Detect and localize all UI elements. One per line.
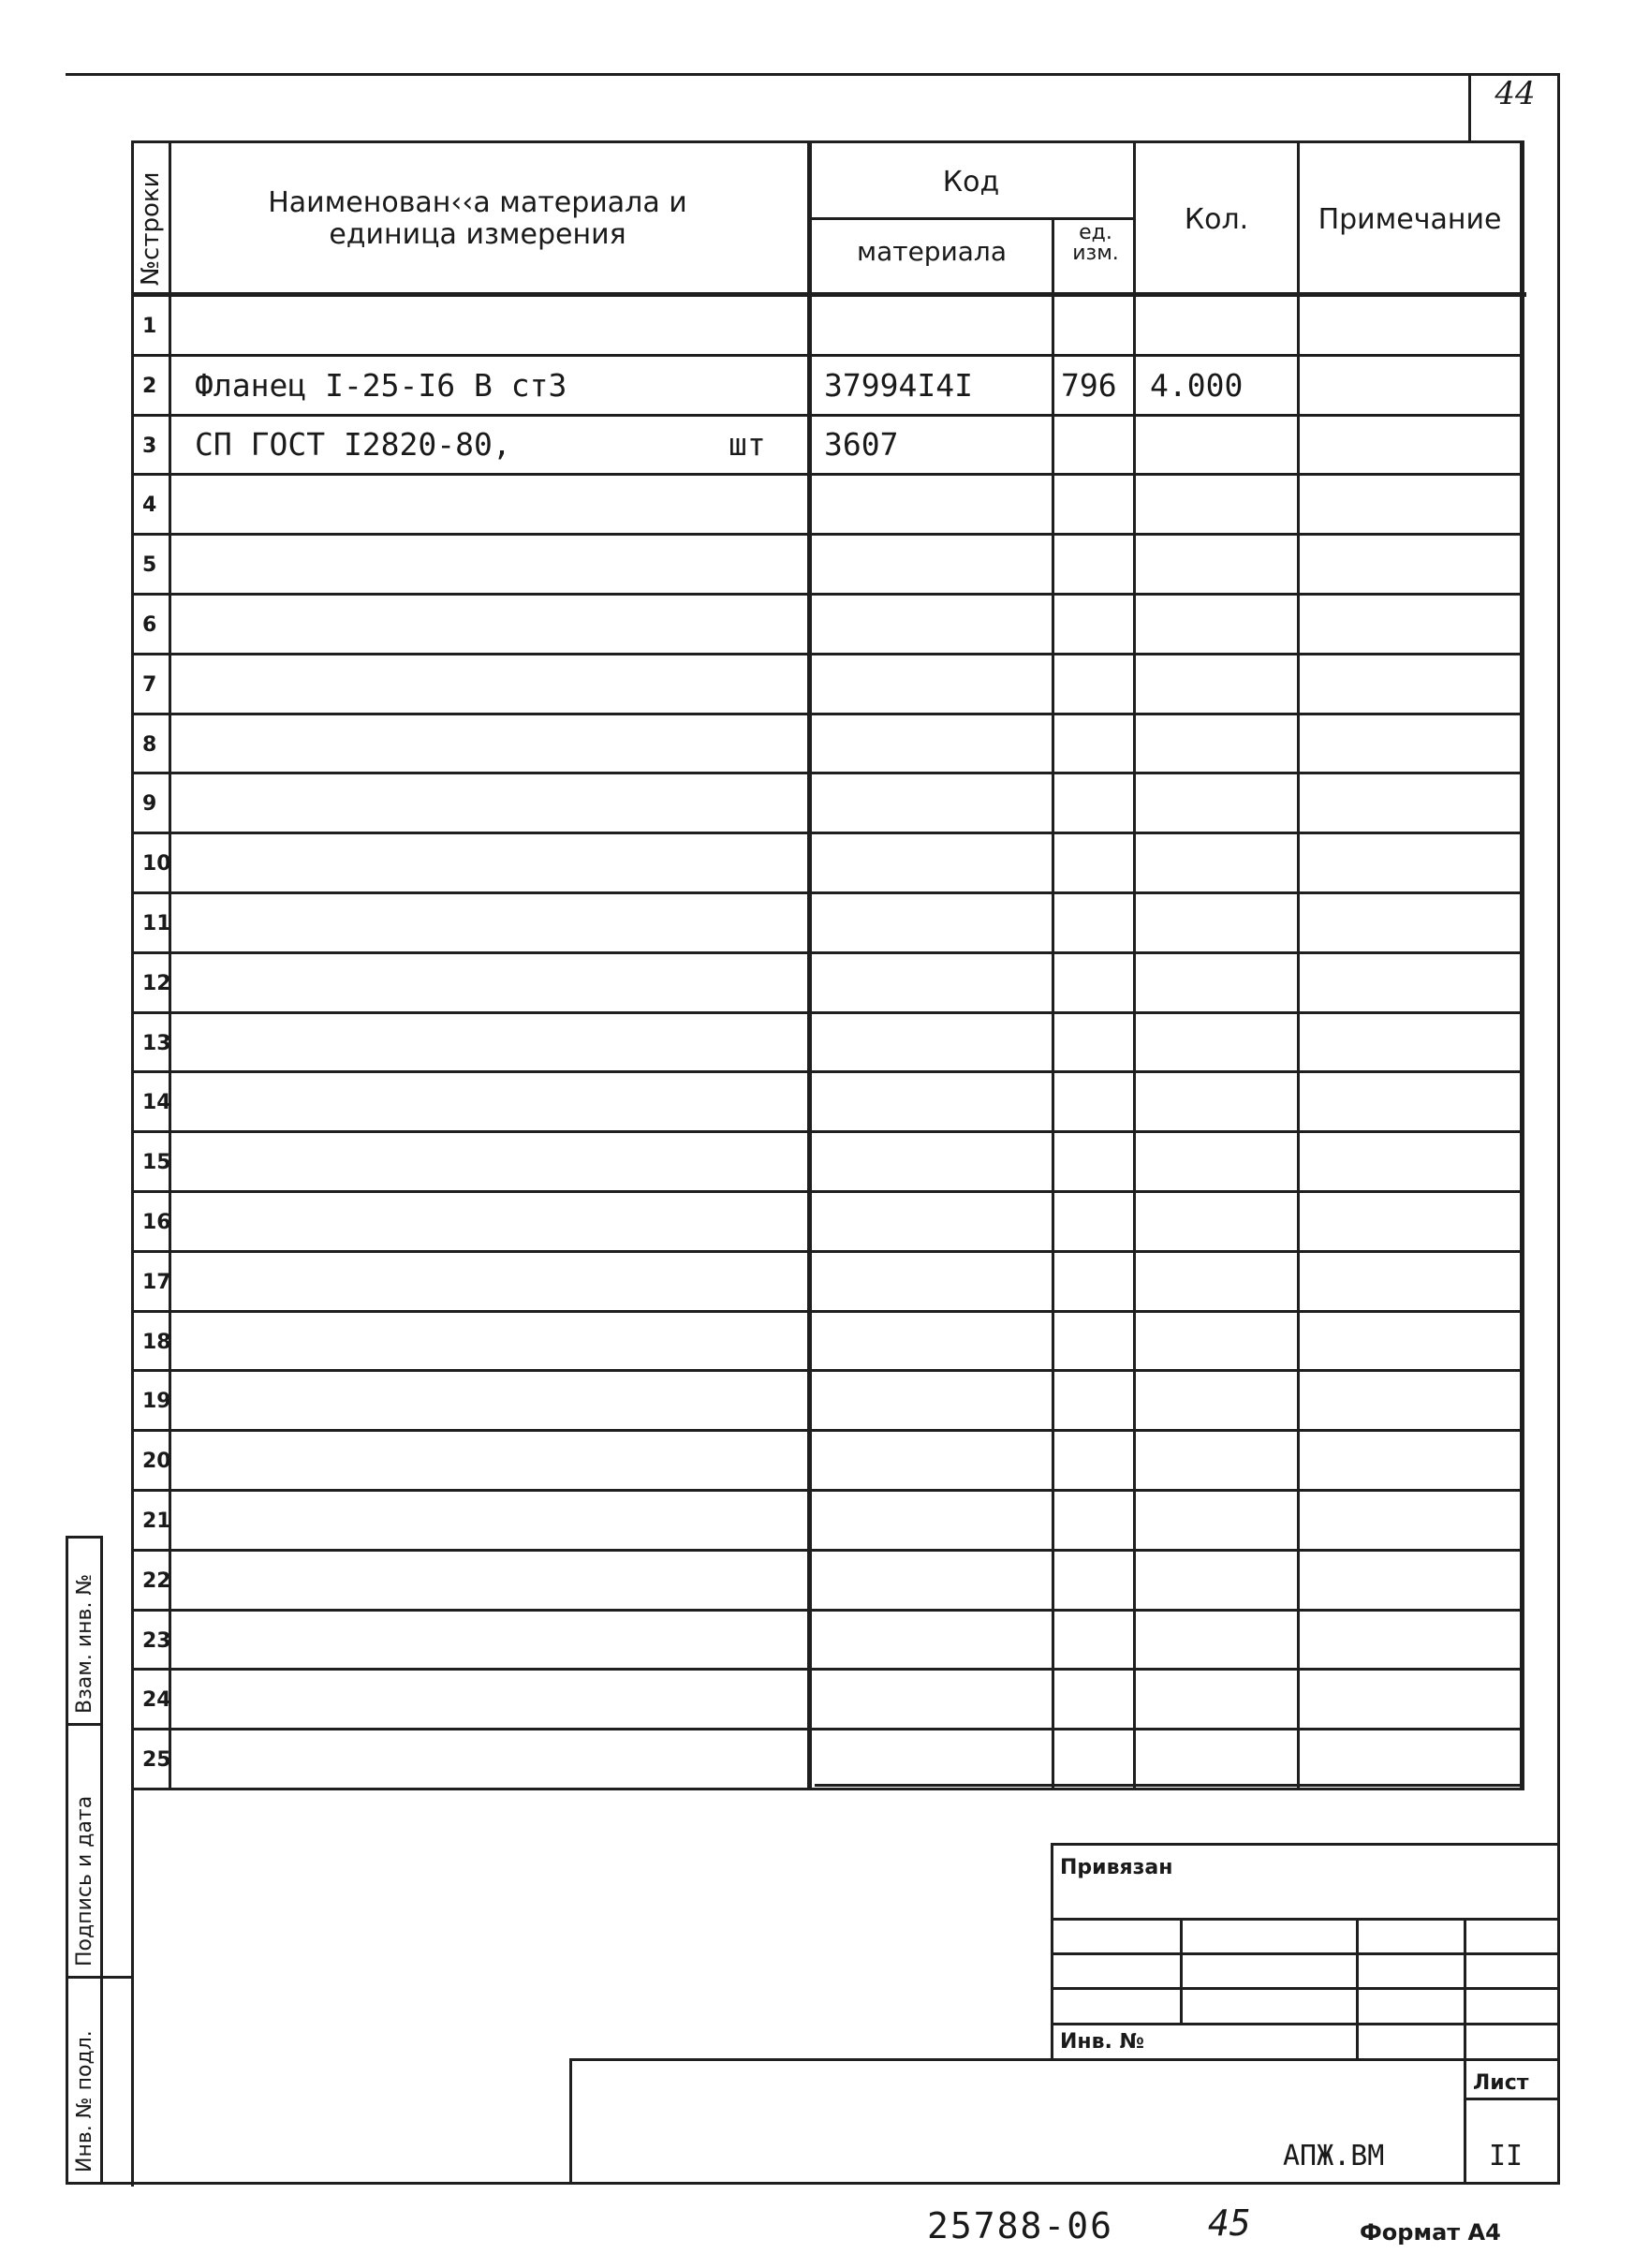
row-line xyxy=(131,653,1524,655)
row-line xyxy=(131,951,1524,954)
row-line xyxy=(131,1250,1524,1253)
document-number: 25788-06 xyxy=(927,2205,1114,2246)
side-label-inv-original: Инв. № подл. xyxy=(73,2030,96,2172)
col-sep-rownum xyxy=(169,140,171,1789)
row-number: 17 xyxy=(142,1271,171,1294)
row-line xyxy=(131,1310,1524,1313)
row-number: 6 xyxy=(142,613,157,637)
row-number: 1 xyxy=(142,315,157,338)
sheet-label-line xyxy=(1464,2098,1559,2100)
row-number: 20 xyxy=(142,1450,171,1473)
col-sep-note xyxy=(1520,140,1524,1789)
header-quantity: Кол. xyxy=(1184,203,1249,236)
row-number: 24 xyxy=(142,1688,171,1712)
stamp-left xyxy=(1051,1843,1053,2058)
side-stamp-sep-1 xyxy=(66,1723,103,1726)
sheet-label: Лист xyxy=(1473,2071,1529,2095)
header-material-name: Наименован‹‹а материала и единица измерения xyxy=(268,186,687,251)
table-bottom-line xyxy=(815,1784,1522,1787)
row-line xyxy=(131,1429,1524,1432)
row-line xyxy=(131,1070,1524,1073)
row-line xyxy=(131,1130,1524,1133)
stamp-row-line-3 xyxy=(1051,1987,1559,1990)
header-row-number: №строки xyxy=(137,171,165,286)
header-unit: ед. изм. xyxy=(1072,221,1119,265)
row-number: 22 xyxy=(142,1569,171,1593)
side-stamp-right xyxy=(100,1536,103,2184)
row-line xyxy=(131,1788,1524,1790)
page-number: 44 xyxy=(1494,75,1536,112)
format-label: Формат А4 xyxy=(1360,2219,1501,2246)
header-material-code: материала xyxy=(856,236,1007,267)
row-number: 4 xyxy=(142,493,157,517)
row-number: 9 xyxy=(142,792,157,816)
code-subheader-line xyxy=(807,217,1135,220)
row-number: 2 xyxy=(142,375,157,398)
row-number: 3 xyxy=(142,434,157,458)
row-line xyxy=(131,891,1524,894)
header-code: Код xyxy=(942,166,1000,199)
row-number: 13 xyxy=(142,1032,171,1055)
stamp-row-line-2 xyxy=(1051,1952,1559,1955)
row-line xyxy=(131,1369,1524,1372)
row-2-material-code: 37994I4I xyxy=(824,367,973,404)
row-number: 19 xyxy=(142,1390,171,1413)
stamp-top xyxy=(1051,1843,1559,1846)
row-line xyxy=(131,414,1524,417)
row-line xyxy=(131,832,1524,834)
top-border xyxy=(66,73,1559,76)
row-line xyxy=(131,533,1524,536)
row-number: 5 xyxy=(142,553,157,577)
header-note: Примечание xyxy=(1318,203,1502,236)
row-line xyxy=(131,473,1524,476)
row-line xyxy=(131,1489,1524,1492)
row-number: 16 xyxy=(142,1211,171,1234)
side-label-signature-date: Подпись и дата xyxy=(73,1795,96,1966)
row-number: 25 xyxy=(142,1748,171,1772)
row-line xyxy=(131,593,1524,596)
row-line xyxy=(131,772,1524,774)
row-number: 21 xyxy=(142,1510,171,1533)
stamp-col-3 xyxy=(1464,1918,1466,2184)
stamp-row-line-1 xyxy=(1051,1918,1559,1921)
side-label-inv-replace: Взам. инв. № xyxy=(73,1573,96,1714)
row-2-unit-code: 796 xyxy=(1061,367,1117,404)
row-2-quantity: 4.000 xyxy=(1150,367,1244,404)
col-sep-material xyxy=(1052,217,1054,1789)
row-line xyxy=(131,713,1524,715)
row-number: 18 xyxy=(142,1331,171,1354)
frame-right-border xyxy=(1557,73,1560,2182)
stamp-col-1 xyxy=(1180,1918,1183,2023)
side-stamp-left xyxy=(66,1536,68,2184)
row-line xyxy=(131,1728,1524,1730)
row-3-name: СП ГОСТ I2820-80, xyxy=(195,426,511,463)
frame-left-border xyxy=(131,140,134,2187)
row-line xyxy=(131,1190,1524,1193)
document-code: АПЖ.ВМ xyxy=(1283,2140,1385,2172)
row-number: 23 xyxy=(142,1629,171,1653)
row-line xyxy=(131,1668,1524,1671)
row-number: 8 xyxy=(142,733,157,757)
stamp-col-2 xyxy=(1356,1918,1359,2058)
col-sep-name xyxy=(807,140,812,1789)
side-stamp-sep-2 xyxy=(66,1976,131,1979)
footer-page-number: 45 xyxy=(1208,2202,1251,2244)
row-2-name: Фланец I-25-I6 В ст3 xyxy=(195,367,567,404)
row-number: 10 xyxy=(142,852,171,876)
col-sep-qty xyxy=(1297,140,1300,1789)
sheet-number: II xyxy=(1489,2140,1524,2172)
row-line xyxy=(131,1011,1524,1014)
row-line xyxy=(131,1549,1524,1552)
row-number: 12 xyxy=(142,972,171,995)
row-number: 11 xyxy=(142,912,171,935)
stamp-row-line-4 xyxy=(1051,2023,1559,2025)
header-bottom-line xyxy=(131,292,1526,297)
title-block-left xyxy=(569,2058,572,2184)
row-number: 14 xyxy=(142,1091,171,1114)
row-number: 7 xyxy=(142,673,157,697)
page-number-box-left xyxy=(1468,73,1471,143)
row-3-unit-text: шт xyxy=(729,426,766,463)
header-top-line xyxy=(131,140,1523,143)
frame-bottom-line xyxy=(66,2182,1560,2185)
col-sep-unit xyxy=(1133,140,1136,1789)
stamp-inv-no-label: Инв. № xyxy=(1060,2030,1145,2054)
row-number: 15 xyxy=(142,1151,171,1174)
row-line xyxy=(131,1609,1524,1612)
title-block-top xyxy=(569,2058,1559,2061)
row-3-material-code: 3607 xyxy=(824,426,899,463)
side-stamp-top xyxy=(66,1536,103,1539)
stamp-attached-label: Привязан xyxy=(1060,1856,1173,1879)
row-line xyxy=(131,354,1524,357)
